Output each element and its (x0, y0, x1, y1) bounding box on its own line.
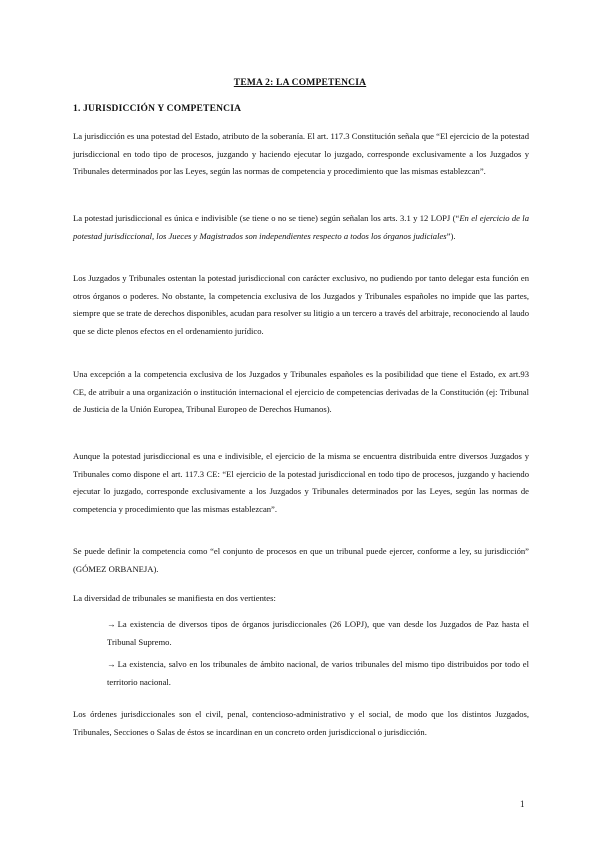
document-title: TEMA 2: LA COMPETENCIA (233, 78, 367, 88)
paragraph-8: Los órdenes jurisdiccionales son el civil, penal, contencioso-administrativo y el social, de modo que los distintos Juzgados, Tribunales, Secciones o Salas de éstos se incardinan en un concreto orden jurisdiccional o jurisdicción. (73, 709, 529, 737)
paragraph-2-end: ”). (446, 230, 456, 241)
bullet-item-2 (107, 656, 529, 691)
paragraph-2 (73, 210, 529, 245)
paragraph-4: Una excepción a la competencia exclusiva de los Juzgados y Tribunales españoles es la posibilidad que tiene el Estado, ex art.93 CE, de atribuir a una organización o institución internacional el ejercicio de competencias derivadas de la Constitución (ej: Tribunal de Justicia de la Unión Europea, Tribunal Europeo de Derechos Humanos). (73, 369, 529, 414)
paragraph-2-quote: En el ejercicio de la potestad jurisdiccional, los Jueces y Magistrados son independientes respecto a todos los órganos judiciales (73, 213, 529, 241)
paragraph-3: Los Juzgados y Tribunales ostentan la potestad jurisdiccional con carácter exclusivo, no pudiendo por tanto delegar esta función en otros órganos o poderes. No obstante, la competencia exclusiva de los Juzgados y Tribunales españoles no impide que las partes, siempre que se trate de derechos disponibles, acudan para resolver su litigio a un tercero a través del arbitraje, reconociendo al laudo que se dicte plenos efectos en el ordenamiento jurídico. (73, 273, 529, 336)
paragraph-6: Se puede definir la competencia como “el conjunto de procesos en que un tribunal puede ejercer, conforme a ley, su jurisdicción” (GÓMEZ ORBANEJA). (73, 546, 529, 574)
paragraph-7: La diversidad de tribunales se manifiesta en dos vertientes: (73, 593, 276, 603)
bullet-item-1-text: La existencia de diversos tipos de órganos jurisdiccionales (26 LOPJ), que van desde los Juzgados de Paz hasta el Tribunal Supremo. (107, 619, 529, 647)
section-heading: 1. JURISDICCIÓN Y COMPETENCIA (73, 104, 242, 114)
arrow-icon: → (107, 659, 116, 669)
paragraph-2-text: La potestad jurisdiccional es única e indivisible (se tiene o no se tiene) según señalan los arts. 3.1 y 12 LOPJ (“ (73, 213, 460, 223)
page-number: 1 (520, 799, 525, 809)
bullet-item-1 (107, 616, 529, 651)
paragraph-1: La jurisdicción es una potestad del Estado, atributo de la soberanía. El art. 117.3 Constitución señala que “El ejercicio de la potestad jurisdiccional en todo tipo de procesos, juzgando y haciendo ejecutar lo juzgado, corresponde exclusivamente a los Juzgados y Tribunales determinados por las Leyes, según las normas de competencia y procedimiento que las mismas establezcan”. (73, 131, 529, 176)
bullet-item-2-text: La existencia, salvo en los tribunales de ámbito nacional, de varios tribunales del mismo tipo distribuidos por todo el territorio nacional. (107, 659, 529, 687)
paragraph-5: Aunque la potestad jurisdiccional es una e indivisible, el ejercicio de la misma se encuentra distribuida entre diversos Juzgados y Tribunales como dispone el art. 117.3 CE: “El ejercicio de la potestad jurisdiccional en todo tipo de procesos, juzgando y haciendo ejecutar lo juzgado, corresponde exclusivamente a los Juzgados y Tribunales determinados por las Leyes, según las normas de competencia y procedimiento que las mismas establezcan”. (73, 451, 529, 514)
arrow-icon: → (107, 619, 116, 629)
